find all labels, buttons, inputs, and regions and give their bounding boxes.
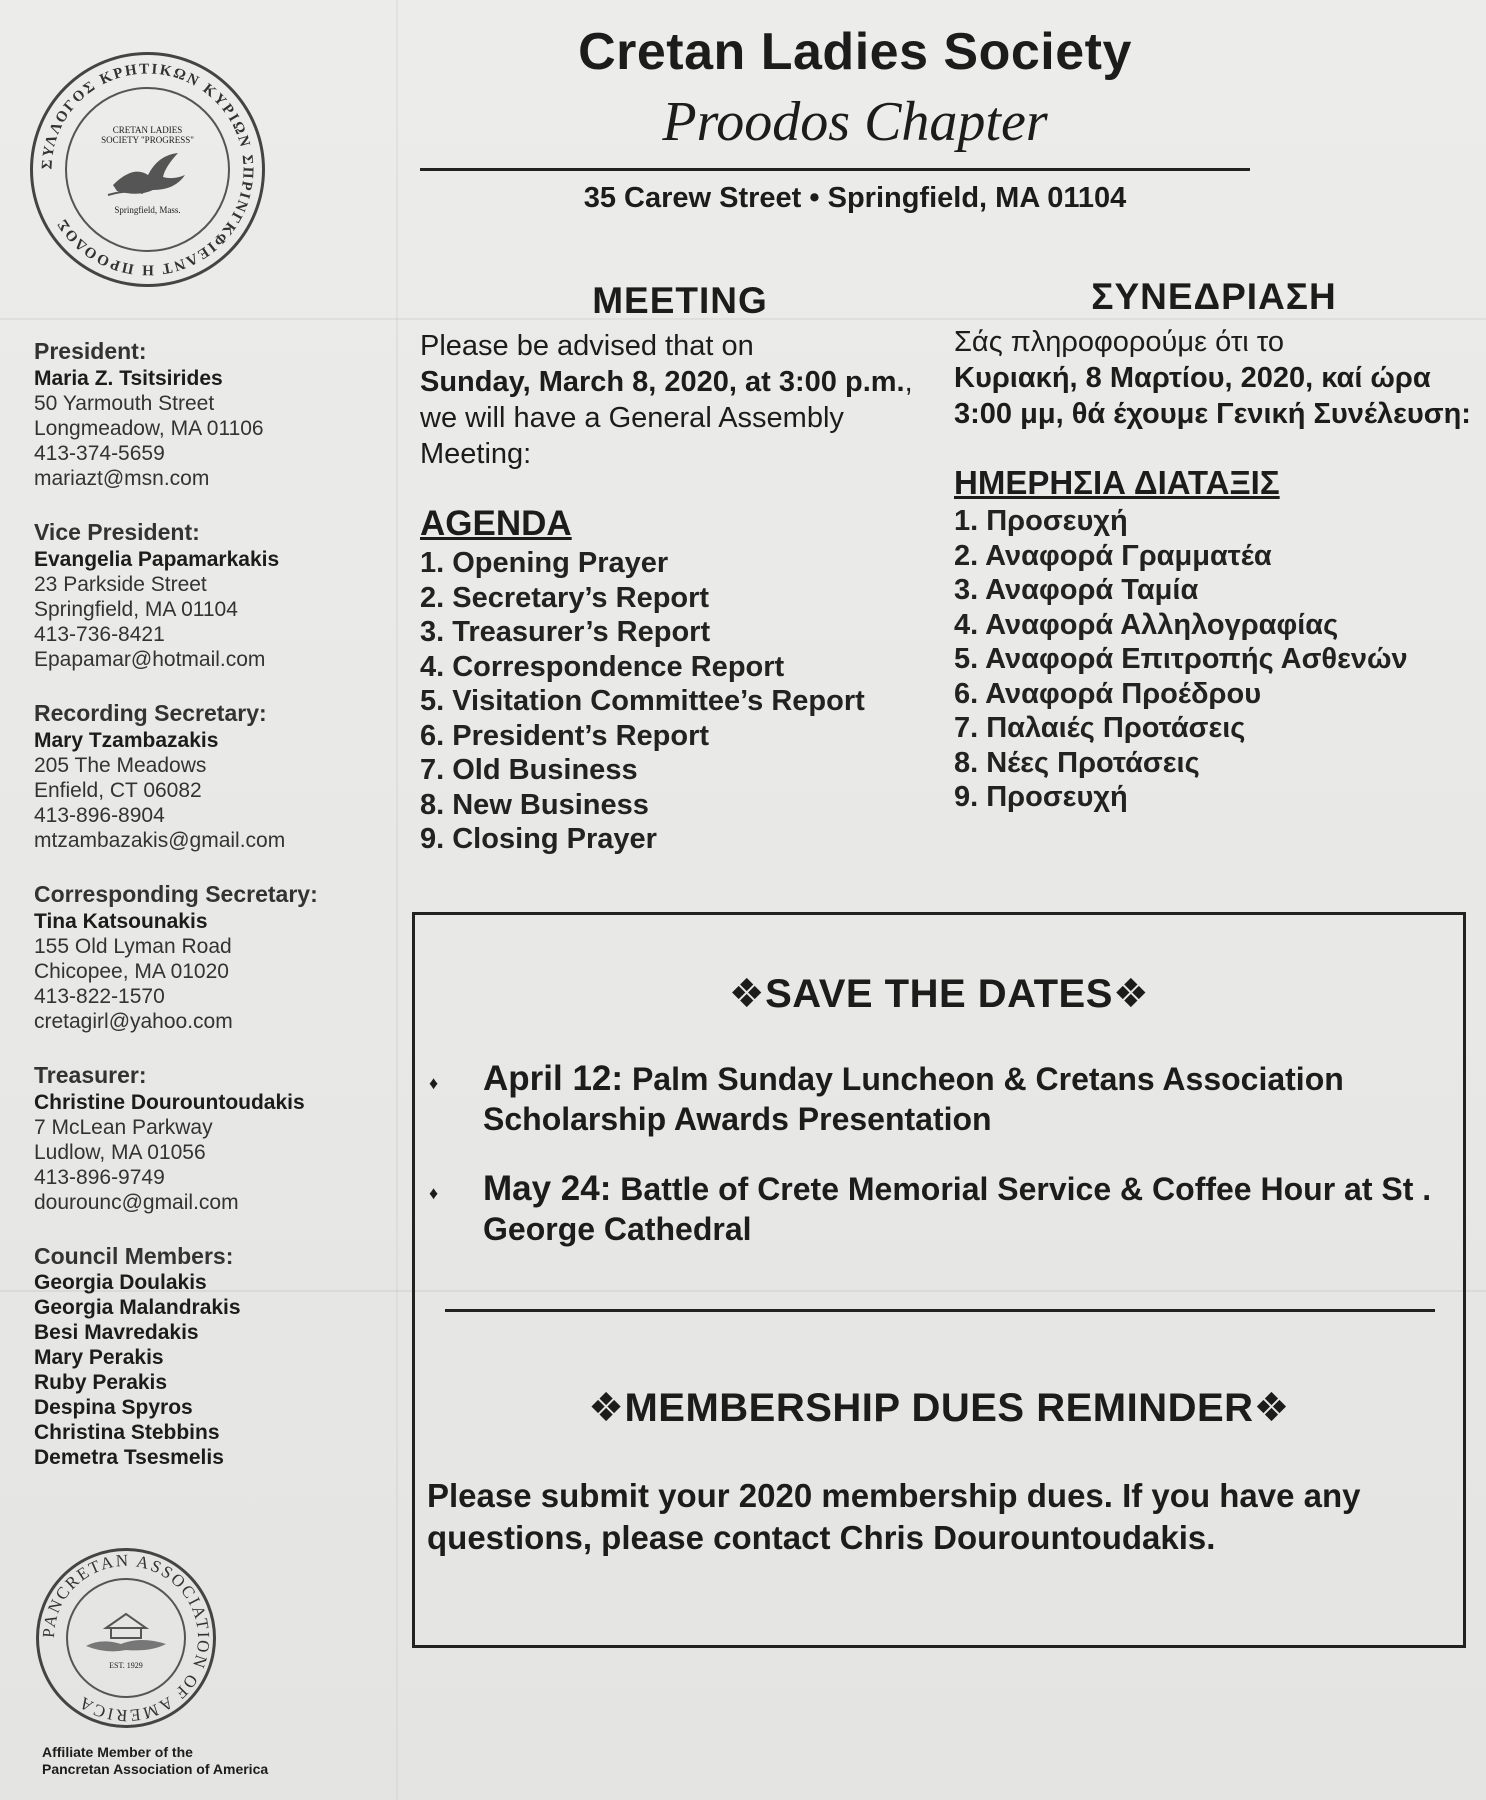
officer-contact-line: 413-896-8904 <box>34 804 165 827</box>
agenda-item: 4. Αναφορά Αλληλογραφίας <box>954 608 1339 641</box>
seal-inner-line: Springfield, Mass. <box>114 204 181 215</box>
officer-contact-line: 413-374-5659 <box>34 442 165 465</box>
officer-contact-line: Chicopee, MA 01020 <box>34 960 229 983</box>
agenda-item: 8. Νέες Προτάσεις <box>954 746 1200 779</box>
agenda-item: 1. Προσευχή <box>954 505 1128 537</box>
chapter-subtitle: Proodos Chapter <box>662 91 1048 153</box>
officer-name: Maria Z. Tsitsirides <box>34 367 223 390</box>
officers-sidebar <box>34 338 384 1498</box>
agenda-item: 3. Αναφορά Ταμία <box>954 574 1199 606</box>
agenda-item: 2. Secretary’s Report <box>420 581 710 614</box>
agenda-heading-greek: ΗΜΕΡΗΣΙΑ ΔΙΑΤΑΞΙΣ <box>954 464 1280 501</box>
seal-inner-line: EST. 1929 <box>109 1661 143 1670</box>
agenda-item: 8. New Business <box>420 788 649 821</box>
officer-contact-line: dourounc@gmail.com <box>34 1191 239 1214</box>
officer-contact-line: 23 Parkside Street <box>34 573 207 596</box>
officer-block <box>34 338 384 491</box>
agenda-item: 9. Closing Prayer <box>420 823 657 855</box>
officer-contact-line: Longmeadow, MA 01106 <box>34 417 264 440</box>
officer-role: Vice President: <box>34 519 200 545</box>
meeting-heading-greek: ΣΥΝΕΔΡΙΑΣΗ <box>1091 276 1337 317</box>
organization-address: 35 Carew Street • Springfield, MA 01104 <box>583 182 1127 214</box>
agenda-list <box>420 546 940 857</box>
seal-ring-text <box>36 1548 216 1728</box>
officer-contact-line: 155 Old Lyman Road <box>34 935 232 958</box>
seal-inner-line: SOCIETY "PROGRESS" <box>101 134 194 145</box>
officer-name: Tina Katsounakis <box>34 910 208 933</box>
meeting-intro-greek <box>954 324 1474 432</box>
officer-name: Evangelia Papamarkakis <box>34 548 280 571</box>
intro-text: , we will have a General Assembly Meeting: <box>420 366 913 470</box>
agenda-heading: AGENDA <box>420 504 572 543</box>
council-member: Georgia Doulakis <box>34 1271 207 1294</box>
officer-contact-line: 7 McLean Parkway <box>34 1116 213 1139</box>
meeting-heading: MEETING <box>592 280 768 321</box>
dues-reminder-heading: ❖MEMBERSHIP DUES REMINDER❖ <box>588 1386 1290 1430</box>
council-member: Mary Perakis <box>34 1346 164 1369</box>
fold-line <box>396 0 398 1800</box>
affiliate-line: Affiliate Member of the <box>42 1744 193 1760</box>
council-member: Despina Spyros <box>34 1396 193 1419</box>
officer-block <box>34 881 384 1034</box>
svg-text:ΣΥΛΛΟΓΟΣ ΚΡΗΤΙΚΩΝ ΚΥΡΙΩΝ ΣΠΡΙΝ: ΣΥΛΛΟΓΟΣ ΚΡΗΤΙΚΩΝ ΚΥΡΙΩΝ ΣΠΡΙΝΓΚΦΙΕΛΝΤ Η ΠΡΟΟΔΟΣ <box>39 61 256 278</box>
agenda-item: 3. Treasurer’s Report <box>420 616 711 648</box>
agenda-item: 6. Αναφορά Προέδρου <box>954 677 1262 710</box>
officer-contact-line: mtzambazakis@gmail.com <box>34 829 286 852</box>
officer-contact-line: Epapamar@hotmail.com <box>34 648 266 671</box>
box-divider <box>445 1309 1435 1312</box>
officer-role: Recording Secretary: <box>34 700 267 726</box>
meeting-intro <box>420 328 940 472</box>
officer-contact-line: mariazt@msn.com <box>34 467 210 490</box>
meeting-datetime-greek: Κυριακή, 8 Μαρτίου, 2020, καί ώρα 3:00 μμ, θά έχουμε Γενική Συνέλευση: <box>954 362 1471 430</box>
council-block <box>34 1243 384 1470</box>
officer-contact-line: Springfield, MA 01104 <box>34 598 238 621</box>
agenda-item: 5. Visitation Committee’s Report <box>420 685 865 717</box>
event-item <box>429 1059 1439 1139</box>
agenda-item: 2. Αναφορά Γραμματέα <box>954 539 1272 572</box>
agenda-item: 4. Correspondence Report <box>420 650 785 683</box>
officer-contact-line: 50 Yarmouth Street <box>34 392 215 415</box>
meeting-greek <box>954 276 1474 815</box>
event-date: May 24: <box>483 1169 612 1208</box>
officer-contact-line: 413-736-8421 <box>34 623 165 646</box>
council-member: Demetra Tsesmelis <box>34 1446 224 1469</box>
save-the-dates-heading: ❖SAVE THE DATES❖ <box>728 972 1150 1016</box>
seal-inner-line: CRETAN LADIES <box>112 124 183 135</box>
header-divider <box>420 168 1250 171</box>
officer-block <box>34 519 384 672</box>
society-seal <box>30 52 265 287</box>
affiliate-line: Pancretan Association of America <box>42 1761 269 1777</box>
officer-name: Christine Dourountoudakis <box>34 1091 305 1114</box>
officer-name: Mary Tzambazakis <box>34 729 219 752</box>
agenda-item: 7. Παλαιές Προτάσεις <box>954 712 1246 744</box>
agenda-item: 5. Αναφορά Επιτροπής Ασθενών <box>954 643 1408 675</box>
council-member: Besi Mavredakis <box>34 1321 199 1344</box>
event-date: April 12: <box>483 1059 624 1098</box>
organization-title: Cretan Ladies Society <box>578 23 1132 81</box>
officer-block <box>34 1062 384 1215</box>
officer-contact-line: Ludlow, MA 01056 <box>34 1141 206 1164</box>
svg-text:PANCRETAN ASSOCIATION OF AMERI: PANCRETAN ASSOCIATION OF AMERICA <box>38 1550 214 1726</box>
affiliate-note <box>42 1744 342 1778</box>
officer-role: President: <box>34 338 147 364</box>
pancretan-seal <box>36 1548 216 1728</box>
agenda-item: 1. Opening Prayer <box>420 547 669 579</box>
event-description: Palm Sunday Luncheon & Cretans Association Scholarship Awards Presentation <box>483 1061 1344 1137</box>
officer-contact-line: cretagirl@yahoo.com <box>34 1010 233 1033</box>
agenda-item: 6. President’s Report <box>420 719 710 752</box>
agenda-item: 7. Old Business <box>420 754 638 786</box>
officer-contact-line: 413-822-1570 <box>34 985 165 1008</box>
officer-block <box>34 700 384 853</box>
agenda-item: 9. Προσευχή <box>954 781 1128 813</box>
event-item <box>429 1169 1439 1249</box>
meeting-english <box>420 280 940 857</box>
agenda-list-greek <box>954 504 1474 815</box>
event-description: Battle of Crete Memorial Service & Coffee Hour at St . George Cathedral <box>483 1171 1432 1247</box>
council-member: Ruby Perakis <box>34 1371 168 1394</box>
council-role: Council Members: <box>34 1243 234 1269</box>
intro-text: Σάς πληροφορούμε ότι το <box>954 326 1284 358</box>
officer-contact-line: 413-896-9749 <box>34 1166 165 1189</box>
diamond-bullet-icon: ♦ <box>429 1073 439 1093</box>
council-member: Christina Stebbins <box>34 1421 220 1444</box>
announcements-box <box>412 912 1466 1648</box>
seal-ring-text <box>30 52 265 287</box>
council-member: Georgia Malandrakis <box>34 1296 241 1319</box>
diamond-bullet-icon: ♦ <box>429 1183 439 1203</box>
intro-text: Please be advised that on <box>420 330 754 362</box>
officer-contact-line: Enfield, CT 06082 <box>34 779 202 802</box>
officer-role: Corresponding Secretary: <box>34 881 318 907</box>
dues-reminder-text: Please submit your 2020 membership dues. If you have any questions, please contact Chris Dourountoudakis. <box>427 1477 1361 1556</box>
meeting-datetime: Sunday, March 8, 2020, at 3:00 p.m. <box>420 366 905 398</box>
officer-contact-line: 205 The Meadows <box>34 754 207 777</box>
officer-role: Treasurer: <box>34 1062 147 1088</box>
